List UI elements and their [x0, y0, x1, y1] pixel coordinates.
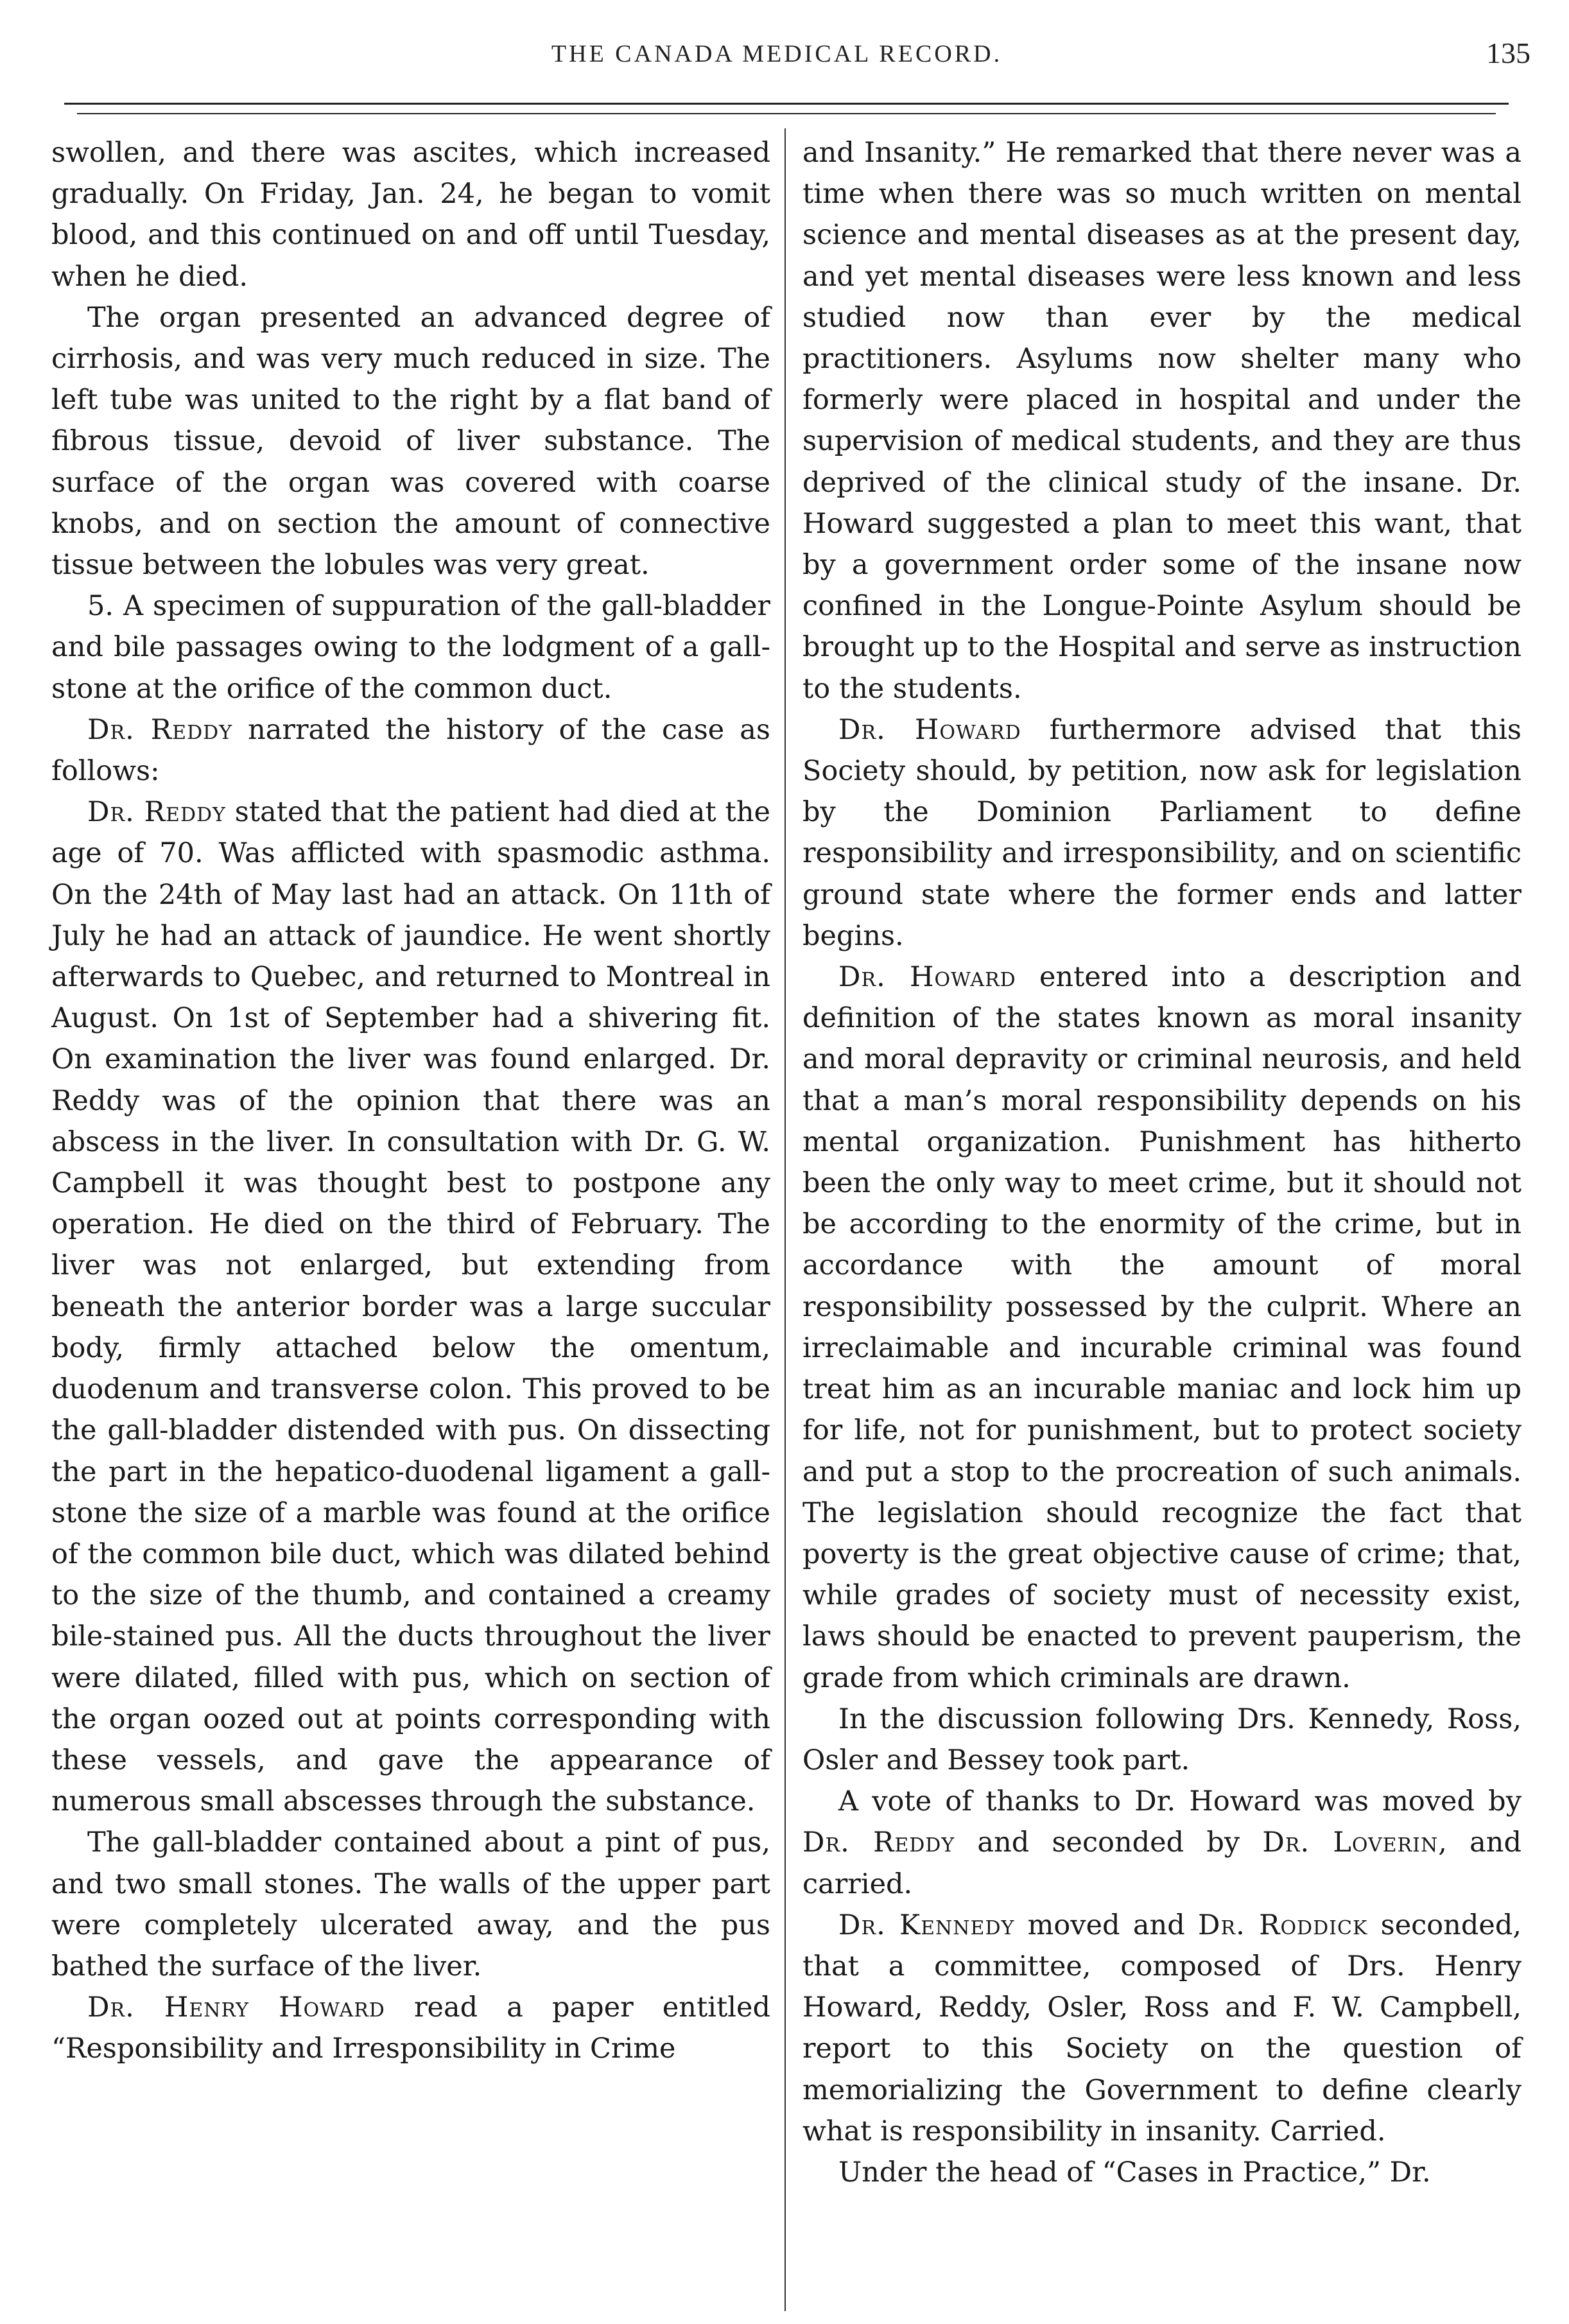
column-divider: [784, 128, 786, 2311]
paragraph: Under the head of “Cases in Practice,” Dr.: [838, 2156, 1431, 2189]
speaker-name: Dr. Kennedy: [838, 1909, 1015, 1941]
paragraph-text: read a paper entitled “Responsibility and Irresponsibility in Crime: [51, 1991, 770, 2065]
paragraph: and Insanity.” He remarked that there never was a time when there was so much written on mental science and mental diseases as at the present day, and yet mental diseases were less known and less studied now than ever by the medical practitioners. Asylums now shelter many who formerly were placed in hospital and under the supervision of medical students, and they are thus deprived of the clinical study of the insane. Dr. Howard suggested a plan to meet this want, that by a government order some of the insane now confined in the Longue-Pointe Asylum should be brought up to the Hospital and serve as instruction to the students.: [802, 137, 1521, 705]
speaker-name: Dr. Howard: [838, 961, 1016, 994]
paragraph: [802, 957, 1521, 1699]
paragraph-text: A vote of thanks to Dr. Howard was moved by: [838, 1785, 1521, 1818]
paragraph-text: and seconded by: [955, 1826, 1263, 1859]
paragraph: 5. A specimen of suppuration of the gall-bladder and bile passages owing to the lodgment of a gall-stone at the orifice of the common duct.: [51, 590, 770, 705]
left-column: [51, 132, 770, 2070]
speaker-name: Dr. Reddy: [802, 1826, 955, 1859]
paragraph-text: stated that the patient had died at the age of 70. Was afflicted with spasmodic asthma. On the 24th of May last had an attack. On 11th of July he had an attack of jaundice. He went shortly afterwards to Quebec, and returned to Montreal in August. On 1st of September had a shivering fit. On examination the liver was found enlarged. Dr. Reddy was of the opinion that there was an abscess in the liver. In consultation with Dr. G. W. Campbell it was thought best to postpone any operation. He died on the third of February. The liver was not enlarged, but extending from beneath the anterior border was a large succular body, firmly attached below the omentum, duodenum and transverse colon. This proved to be the gall-bladder distended with pus. On dissecting the part in the hepatico-duodenal ligament a gall-stone the size of a marble was found at the orifice of the common bile duct, which was dilated behind to the size of the thumb, and contained a creamy bile-stained pus. All the ducts throughout the liver were dilated, filled with pus, which on section of the organ oozed out at points corresponding with these vessels, and gave the appearance of numerous small abscesses through the substance.: [51, 796, 770, 1818]
speaker-name: Dr. Henry Howard: [87, 1991, 385, 2024]
page-number: 135: [1486, 37, 1530, 69]
paragraph: In the discussion following Drs. Kennedy, Ross, Osler and Bessey took part.: [802, 1703, 1521, 1776]
paragraph-text: moved and: [1014, 1909, 1199, 1941]
speaker-name: Dr. Reddy: [87, 713, 232, 746]
paragraph-text: , and carried.: [802, 1826, 1521, 1900]
paragraph: [51, 792, 770, 1822]
right-column: [802, 132, 1521, 2193]
paragraph: [802, 1905, 1521, 2152]
paragraph: The organ presented an advanced degree of cirrhosis, and was very much reduced in size. The left tube was united to the right by a flat band of fibrous tissue, devoid of liver substance. The surface of the organ was covered with coarse knobs, and on section the amount of connective tissue between the lobules was very great.: [51, 301, 770, 582]
paragraph-text: entered into a description and definition of the states known as moral insanity and moral depravity or criminal neurosis, and held that a man’s moral responsibility depends on his mental organization. Punishment has hitherto been the only way to meet crime, but it should not be according to the enormity of the crime, but in accordance with the amount of moral responsibility possessed by the culprit. Where an irreclaimable and incurable criminal was found treat him as an incurable maniac and lock him up for life, not for punishment, but to protect society and put a stop to the procreation of such animals. The legislation should recognize the fact that poverty is the great objective cause of crime; that, while grades of society must of necessity exist, laws should be enacted to prevent pauperism, the grade from which criminals are drawn.: [802, 961, 1521, 1694]
speaker-name: Dr. Roddick: [1198, 1909, 1368, 1941]
paragraph-text: narrated the history of the case as follows:: [51, 713, 770, 788]
header-rule-thin: [77, 113, 1496, 114]
paragraph-text: seconded, that a committee, composed of Drs. Henry Howard, Reddy, Osler, Ross and F. W. Campbell, report to this Society on the question of memorializing the Government to define clearly what is responsibility in insanity. Carried.: [802, 1909, 1522, 2147]
header-rule: [64, 103, 1509, 105]
paragraph: swollen, and there was ascites, which increased gradually. On Friday, Jan. 24, he began to vomit blood, and this continued on and off until Tuesday, when he died.: [51, 137, 770, 293]
paragraph: The gall-bladder contained about a pint of pus, and two small stones. The walls of the upper part were completely ulcerated away, and the pus bathed the surface of the liver.: [51, 1826, 770, 1982]
paragraph: [51, 1987, 770, 2069]
running-head: THE CANADA MEDICAL RECORD.: [551, 40, 1003, 67]
speaker-name: Dr. Howard: [838, 713, 1021, 746]
paragraph: [802, 709, 1521, 957]
paragraph: [51, 709, 770, 792]
speaker-name: Dr. Loverin: [1262, 1826, 1439, 1859]
paragraph: [802, 1781, 1521, 1905]
speaker-name: Dr. Reddy: [87, 796, 226, 829]
paragraph-text: furthermore advised that this Society should, by petition, now ask for legislation by the Dominion Parliament to define responsibility and irresponsibility, and on scientific ground state where the former ends and latter begins.: [802, 713, 1521, 952]
